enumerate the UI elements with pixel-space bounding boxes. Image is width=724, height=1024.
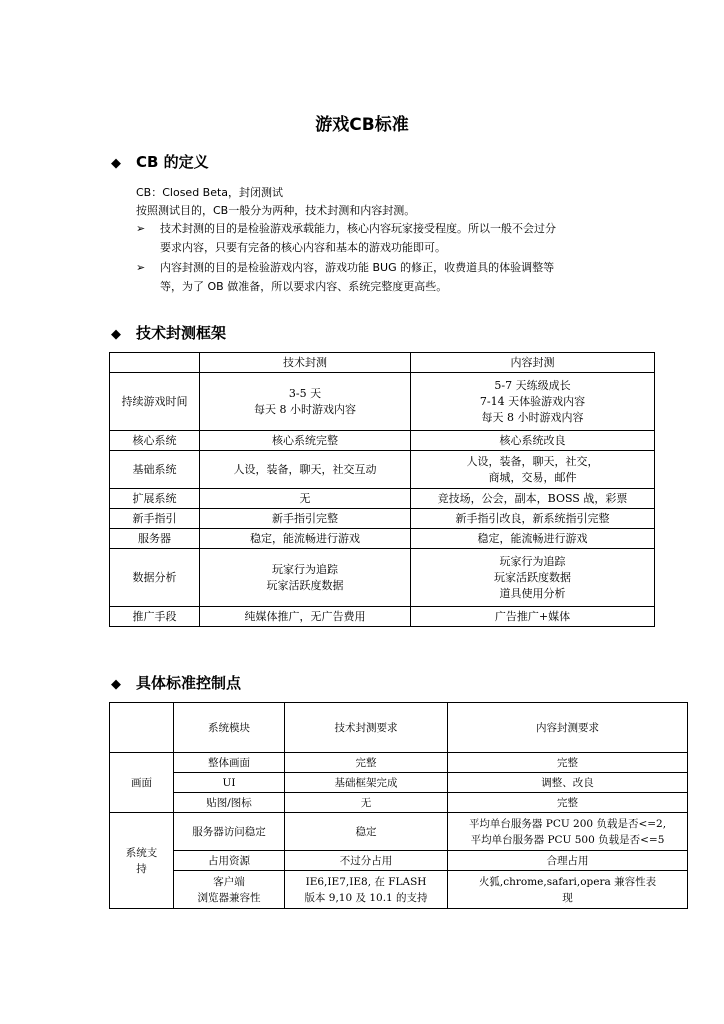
- module-cell: 贴图/图标: [174, 793, 285, 813]
- arrow-bullet-icon: ➢: [136, 222, 146, 235]
- tech-cell: 基础框架完成: [285, 773, 448, 793]
- module-cell: UI: [174, 773, 285, 793]
- table-header-row: [110, 703, 688, 753]
- table-row: [110, 529, 655, 549]
- table-row: [110, 509, 655, 529]
- tech-cell: 完整: [285, 753, 448, 773]
- tech-cell: 人设，装备，聊天，社交互动: [200, 451, 411, 489]
- content-cell: 平均单台服务器 PCU 200 负载是否<=2, 平均单台服务器 PCU 500 负载是否<=5: [448, 813, 688, 851]
- group-label-graphics: 画面: [110, 753, 174, 813]
- bullet1-line2: 要求内容，只要有完备的核心内容和基本的游戏功能即可。: [160, 241, 446, 254]
- diamond-bullet-icon: ◆: [111, 677, 121, 692]
- module-cell: 客户端 浏览器兼容性: [174, 871, 285, 909]
- arrow-bullet-icon: ➢: [136, 261, 146, 274]
- diamond-bullet-icon: ◆: [111, 156, 121, 171]
- table-row: [110, 607, 655, 627]
- content-cell: 广告推广+媒体: [411, 607, 655, 627]
- header-cell: 系统模块: [174, 703, 285, 753]
- cb-purpose-line: 按照测试目的，CB一般分为两种，技术封测和内容封测。: [136, 204, 416, 217]
- content-cell: 完整: [448, 793, 688, 813]
- table-row: [110, 851, 688, 871]
- content-cell: 5-7 天练级成长 7-14 天体验游戏内容 每天 8 小时游戏内容: [411, 373, 655, 431]
- row-label: 扩展系统: [110, 489, 200, 509]
- content-cell: 火狐,chrome,safari,opera 兼容性表 现: [448, 871, 688, 909]
- content-cell: 人设，装备，聊天，社交， 商城，交易，邮件: [411, 451, 655, 489]
- content-cell: 竞技场，公会，副本，BOSS 战，彩票: [411, 489, 655, 509]
- table-row: [110, 773, 688, 793]
- tech-cell: 无: [200, 489, 411, 509]
- tech-cell: 稳定，能流畅进行游戏: [200, 529, 411, 549]
- tech-cell: 无: [285, 793, 448, 813]
- row-label: 数据分析: [110, 549, 200, 607]
- table-row: [110, 549, 655, 607]
- framework-table: [109, 352, 655, 627]
- heading-text: CB 的定义: [136, 153, 209, 171]
- table-row: [110, 871, 688, 909]
- row-label: 新手指引: [110, 509, 200, 529]
- section-heading-control-points: [111, 673, 241, 695]
- table-row: [110, 373, 655, 431]
- content-cell: 核心系统改良: [411, 431, 655, 451]
- table-row: [110, 793, 688, 813]
- table-row: [110, 431, 655, 451]
- table-header-row: [110, 353, 655, 373]
- table-row: [110, 489, 655, 509]
- section-heading-framework: [111, 323, 226, 345]
- module-cell: 占用资源: [174, 851, 285, 871]
- row-label: 推广手段: [110, 607, 200, 627]
- tech-cell: 纯媒体推广，无广告费用: [200, 607, 411, 627]
- tech-cell: 玩家行为追踪 玩家活跃度数据: [200, 549, 411, 607]
- table-row: [110, 451, 655, 489]
- header-cell: 技术封测: [200, 353, 411, 373]
- tech-cell: 核心系统完整: [200, 431, 411, 451]
- bullet2-line2: 等，为了 OB 做准备，所以要求内容、系统完整度更高些。: [160, 280, 448, 293]
- row-label: 核心系统: [110, 431, 200, 451]
- header-cell: [110, 703, 174, 753]
- heading-text: 技术封测框架: [136, 324, 227, 342]
- diamond-bullet-icon: ◆: [111, 327, 121, 342]
- header-cell: [110, 353, 200, 373]
- bullet2-line1: 内容封测的目的是检验游戏内容，游戏功能 BUG 的修正，收费道具的体验调整等: [160, 261, 555, 274]
- content-cell: 合理占用: [448, 851, 688, 871]
- group-label-system-support: 系统支 持: [110, 813, 174, 909]
- content-cell: 玩家行为追踪 玩家活跃度数据 道具使用分析: [411, 549, 655, 607]
- table-row: [110, 753, 688, 773]
- header-cell: 内容封测要求: [448, 703, 688, 753]
- row-label: 基础系统: [110, 451, 200, 489]
- bullet1-line1: 技术封测的目的是检验游戏承载能力，核心内容玩家接受程度。所以一般不会过分: [160, 222, 556, 235]
- tech-cell: IE6,IE7,IE8, 在 FLASH 版本 9,10 及 10.1 的支持: [285, 871, 448, 909]
- cb-definition-line: CB：Closed Beta，封闭测试: [136, 186, 284, 199]
- content-cell: 调整、改良: [448, 773, 688, 793]
- tech-cell: 3-5 天 每天 8 小时游戏内容: [200, 373, 411, 431]
- content-cell: 新手指引改良，新系统指引完整: [411, 509, 655, 529]
- module-cell: 整体画面: [174, 753, 285, 773]
- row-label: 服务器: [110, 529, 200, 549]
- page-title: 游戏CB标准: [315, 115, 409, 135]
- content-cell: 完整: [448, 753, 688, 773]
- tech-cell: 稳定: [285, 813, 448, 851]
- table-row: [110, 813, 688, 851]
- header-cell: 技术封测要求: [285, 703, 448, 753]
- header-cell: 内容封测: [411, 353, 655, 373]
- control-points-table: [109, 702, 688, 909]
- section-heading-cb-definition: [111, 152, 209, 174]
- tech-cell: 不过分占用: [285, 851, 448, 871]
- row-label: 持续游戏时间: [110, 373, 200, 431]
- heading-text: 具体标准控制点: [136, 674, 242, 692]
- content-cell: 稳定，能流畅进行游戏: [411, 529, 655, 549]
- module-cell: 服务器访问稳定: [174, 813, 285, 851]
- tech-cell: 新手指引完整: [200, 509, 411, 529]
